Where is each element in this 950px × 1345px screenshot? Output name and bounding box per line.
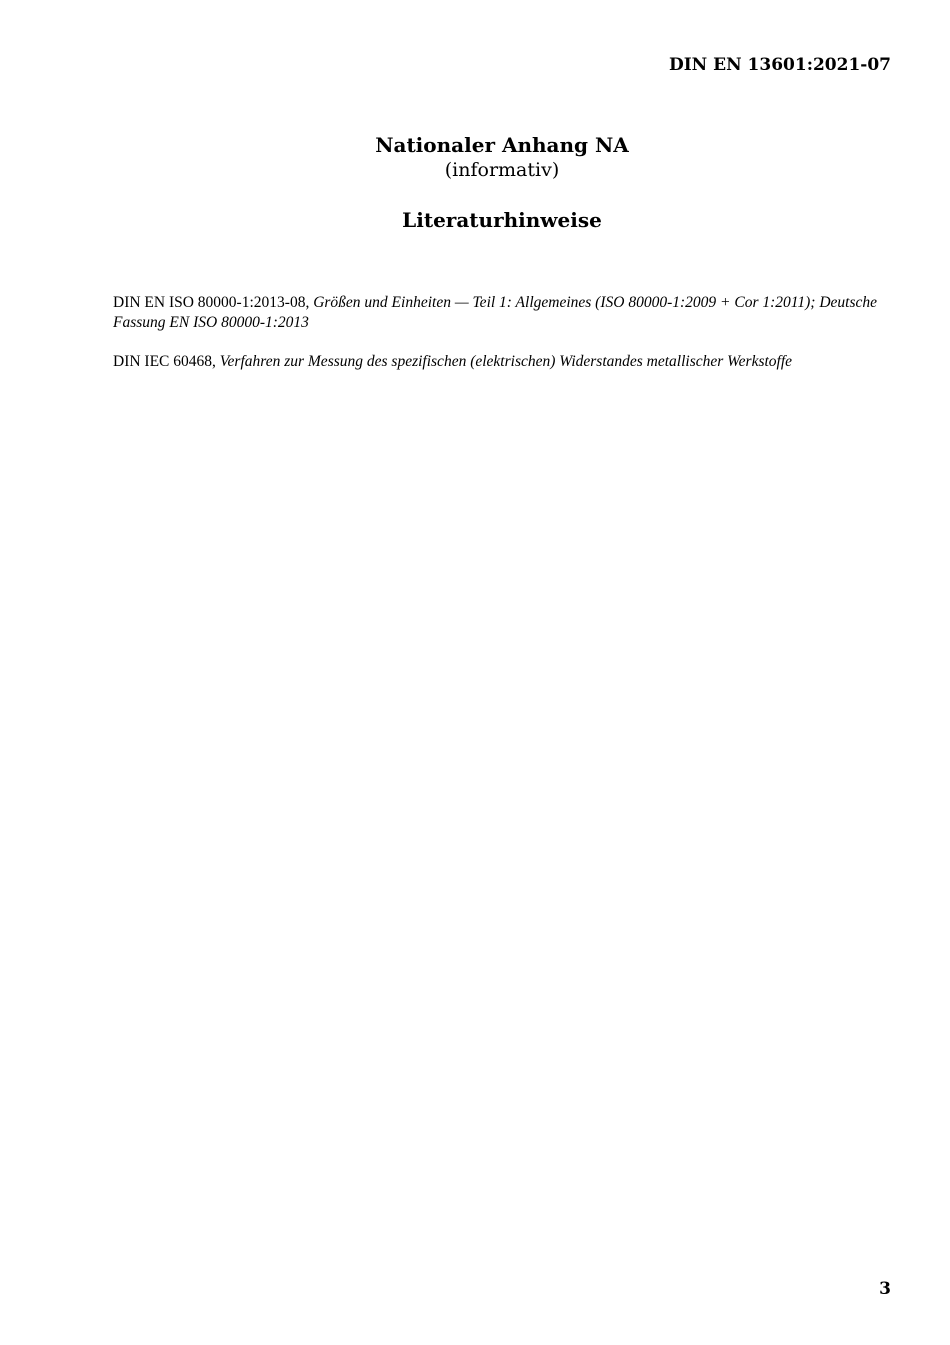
bibliography-list <box>113 293 903 391</box>
bibliography-title: Größen und Einheiten — Teil 1: Allgemeines (ISO 80000-1:2009 + Cor 1:2011); Deutsche Fassung EN ISO 80000-1:2013 <box>113 294 877 331</box>
annex-title: Nationaler Anhang NA <box>375 133 629 157</box>
bibliography-entry <box>113 293 903 333</box>
annex-heading-block <box>113 132 891 182</box>
bibliography-entry <box>113 352 903 372</box>
document-identifier: DIN EN 13601:2021-07 <box>668 55 891 75</box>
bibliography-reference: DIN EN ISO 80000-1:2013-08, <box>113 294 314 311</box>
page-number: 3 <box>879 1279 891 1299</box>
bibliography-title: Verfahren zur Messung des spezifischen (elektrischen) Widerstandes metallischer Werkstoffe <box>219 353 793 370</box>
annex-subtitle: (informativ) <box>444 159 560 181</box>
bibliography-reference: DIN IEC 60468, <box>113 353 220 370</box>
bibliography-heading: Literaturhinweise <box>402 208 602 232</box>
